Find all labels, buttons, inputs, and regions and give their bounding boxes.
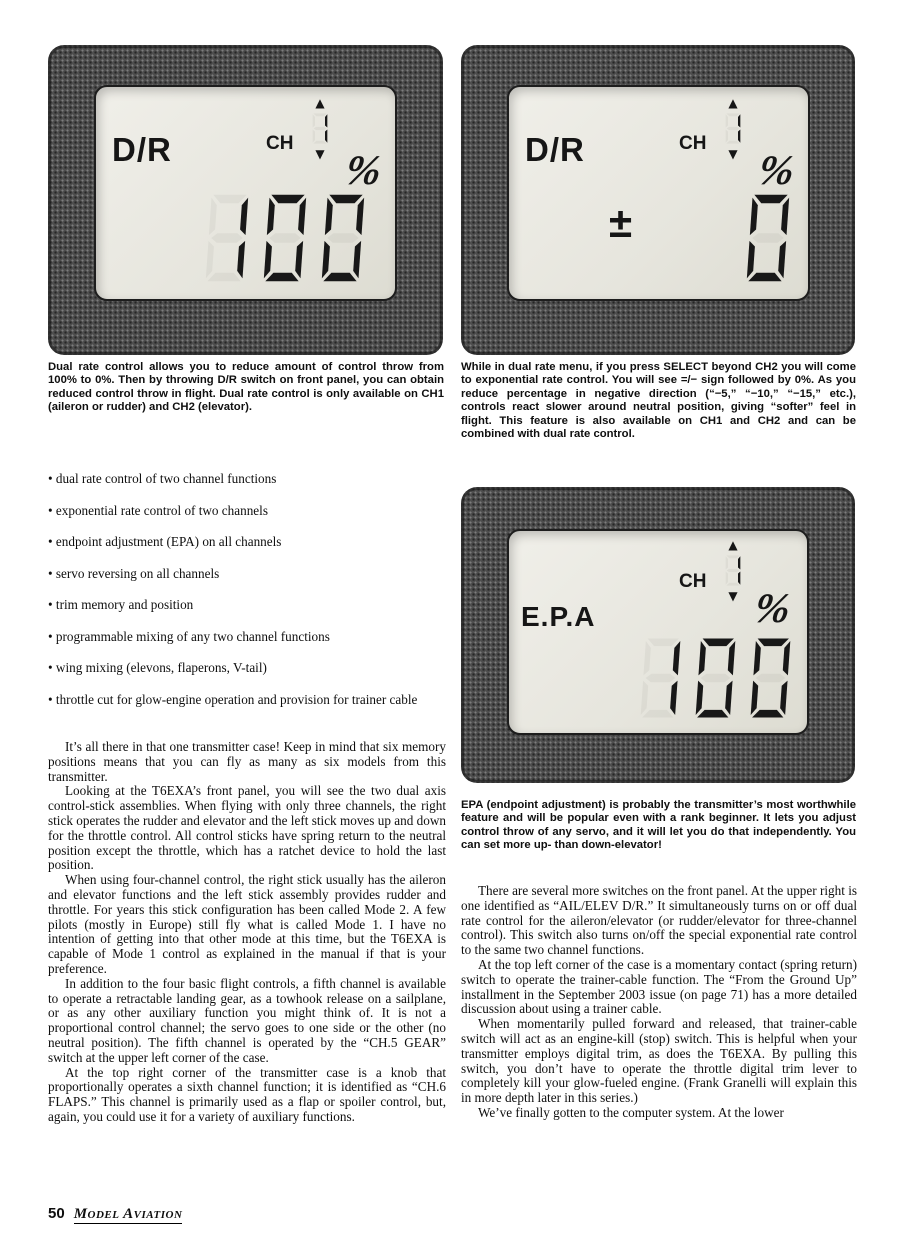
magazine-logo: Model Aviation [73, 1206, 183, 1222]
lcd-channel-digit [723, 554, 743, 587]
arrow-up-icon: ▲ [315, 96, 325, 110]
body-column-left [48, 740, 446, 1125]
body-paragraph: At the top right corner of the transmitter case is a knob that proportionally operates a sixth channel function; it is identified as “CH.6 FLAPS.” This channel is primarily used as a flap or spoiler control, but, again, you could use it for a variety of auxiliary functions. [48, 1064, 446, 1124]
lcd-channel-indicator [721, 97, 745, 160]
page-footer [48, 1205, 182, 1224]
photo-caption-dual-rate: Dual rate control allows you to reduce amount of control throw from 100% to 0%. Then by throwing D/R switch on front panel, you can obtain reduced control throw in flight. Dual rate control is only available on CH1 (aileron or rudder) and CH2 (elevator). [48, 361, 444, 414]
arrow-up-icon: ▲ [728, 538, 738, 552]
photo-caption-epa: EPA (endpoint adjustment) is probably the transmitter’s most worthwhile feature and will be popular even with a rank beginner. It lets you adjust control throw of any servo, and it will let you do that independently. You can set more up- than down-elevator! [461, 799, 856, 852]
page-number: 50 [48, 1205, 65, 1222]
body-paragraph: When momentarily pulled forward and released, that trainer-cable switch will act as an engine-kill (stop) switch. This is helpful when your transmitter employs digital trim, as does the T6EXA. By pulling this switch, you don’t have to operate the throttle digital trim lever to completely kill your glow-fueled engine. (Frank Granelli will explain this in more depth later in this series.) [461, 1016, 857, 1106]
lcd-value-digits [634, 635, 797, 721]
feature-list-item: • wing mixing (elevons, flaperons, V-tail) [48, 660, 448, 675]
arrow-up-icon: ▲ [728, 96, 738, 110]
lcd-value-digits [199, 191, 372, 285]
feature-list-item: • dual rate control of two channel functions [48, 471, 448, 486]
feature-list-item: • programmable mixing of any two channel functions [48, 629, 448, 644]
lcd-photo-epa [461, 487, 855, 783]
feature-list-item: • throttle cut for glow-engine operation and provision for trainer cable [48, 692, 448, 707]
lcd-ch-label: CH [679, 133, 707, 154]
lcd-value-digits [740, 191, 797, 285]
lcd-ch-label: CH [266, 133, 294, 154]
lcd-channel-digit [310, 112, 330, 145]
lcd-function-label: D/R [525, 131, 585, 168]
lcd-percent-sign: % [755, 148, 798, 194]
arrow-down-icon: ▼ [315, 147, 325, 161]
feature-list-item: • servo reversing on all channels [48, 566, 448, 581]
lcd-photo-exponential [461, 45, 855, 355]
feature-list [48, 471, 448, 723]
lcd-function-label: E.P.A [521, 601, 596, 632]
body-paragraph: There are several more switches on the front panel. At the upper right is one identified as “AIL/ELEV D/R.” It simultaneously turns on or off dual rate control for the aileron/elevator (or rudder/elevator for three-channel control). This switch also turns on/off the special exponential rate control to the same two channel functions. [461, 883, 857, 958]
lcd-screen-exponential [507, 85, 810, 301]
arrow-down-icon: ▼ [728, 589, 738, 603]
body-paragraph: We’ve finally gotten to the computer system. At the lower [478, 1104, 784, 1120]
lcd-percent-sign: % [342, 148, 385, 194]
feature-list-item: • trim memory and position [48, 597, 448, 612]
lcd-percent-sign: % [751, 586, 794, 632]
lcd-channel-indicator [308, 97, 332, 160]
lcd-photo-dual-rate [48, 45, 443, 355]
body-paragraph: When using four-channel control, the right stick usually has the aileron and elevator functions and the left stick assembly provides rudder and throttle. For years this stick configuration has been called Mode 2. A few pilots (mostly in Europe) still fly what is called Mode 1. I have no intention of getting into that other mode at this time, but the T6EXA is capable of Mode 1 control as explained in the manual if that is your preference. [48, 872, 446, 976]
feature-list-item: • endpoint adjustment (EPA) on all channels [48, 534, 448, 549]
body-paragraph: It’s all there in that one transmitter case! Keep in mind that six memory positions means that you can fly as many as six models from this transmitter. [48, 739, 446, 784]
lcd-channel-digit [723, 112, 743, 145]
lcd-function-label: D/R [112, 131, 172, 168]
body-paragraph: At the top left corner of the case is a momentary contact (spring return) switch to operate the trainer-cable function. The “From the Ground Up” installment in the September 2003 issue (on page 71) has a more detailed discussion about using a trainer cable. [461, 956, 857, 1017]
body-paragraph: Looking at the T6EXA’s front panel, you will see the two dual axis control-stick assemblies. When flying with only three channels, the right stick operates the rudder and elevator and the left stick moves up and down for the throttle control. All control sticks have spring return to the neutral position except the throttle, which has a ratchet device to hold the last position. [48, 783, 446, 873]
lcd-ch-label: CH [679, 571, 707, 592]
photo-caption-exponential: While in dual rate menu, if you press SELECT beyond CH2 you will come to exponential rate control. You will see =/− sign followed by 0%. As you reduce percentage in negative direction (“−5,” “−10,” “−15,” etc.), controls react slower around neutral position, giving “softer” feel in flight. This feature is also available on CH1 and CH2 and can be combined with dual rate control. [461, 361, 856, 441]
feature-list-item: • exponential rate control of two channels [48, 503, 448, 518]
lcd-screen-epa [507, 529, 809, 735]
lcd-plus-minus-sign: ± [609, 199, 633, 246]
lcd-channel-indicator [721, 539, 745, 602]
arrow-down-icon: ▼ [728, 147, 738, 161]
lcd-screen-dual-rate [94, 85, 397, 301]
body-column-right [461, 884, 857, 1121]
body-paragraph: In addition to the four basic flight controls, a fifth channel is available to operate a retractable landing gear, as a towhook release on a sailplane, or as any other auxiliary function you might think of. It is not a proportional control channel; the servo goes to one side or the other (no neutral position). The fifth channel is operated by the “CH.5 GEAR” switch at the upper left corner of the case. [48, 975, 446, 1065]
